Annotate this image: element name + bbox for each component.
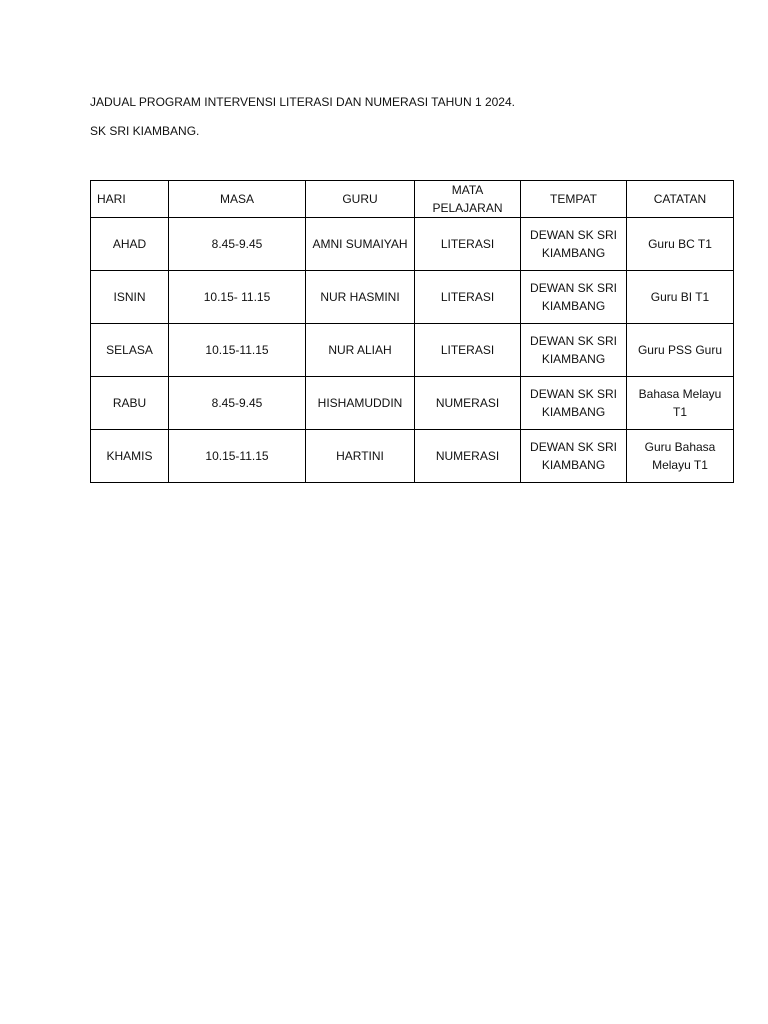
cell-guru: NUR HASMINI xyxy=(306,271,415,324)
cell-tempat: DEWAN SK SRI KIAMBANG xyxy=(521,430,627,483)
header-masa: MASA xyxy=(169,181,306,218)
table-row xyxy=(91,271,734,324)
cell-tempat: DEWAN SK SRI KIAMBANG xyxy=(521,271,627,324)
table-row xyxy=(91,377,734,430)
header-mata-pelajaran: MATA PELAJARAN xyxy=(415,181,521,218)
schedule-table xyxy=(90,180,734,483)
cell-hari: AHAD xyxy=(91,218,169,271)
cell-masa: 10.15-11.15 xyxy=(169,430,306,483)
cell-mata-pelajaran: LITERASI xyxy=(415,271,521,324)
header-row xyxy=(91,181,734,218)
table-header xyxy=(91,181,734,218)
cell-mata-pelajaran: LITERASI xyxy=(415,218,521,271)
cell-tempat: DEWAN SK SRI KIAMBANG xyxy=(521,324,627,377)
table-row xyxy=(91,324,734,377)
cell-tempat: DEWAN SK SRI KIAMBANG xyxy=(521,218,627,271)
cell-masa: 10.15-11.15 xyxy=(169,324,306,377)
table-body xyxy=(91,218,734,483)
cell-guru: NUR ALIAH xyxy=(306,324,415,377)
cell-catatan: Bahasa Melayu T1 xyxy=(627,377,734,430)
header-hari: HARI xyxy=(91,181,169,218)
header-tempat: TEMPAT xyxy=(521,181,627,218)
school-name: SK SRI KIAMBANG. xyxy=(90,124,200,138)
cell-catatan: Guru PSS Guru xyxy=(627,324,734,377)
cell-masa: 8.45-9.45 xyxy=(169,377,306,430)
cell-hari: KHAMIS xyxy=(91,430,169,483)
cell-mata-pelajaran: NUMERASI xyxy=(415,377,521,430)
cell-guru: HISHAMUDDIN xyxy=(306,377,415,430)
cell-catatan: Guru Bahasa Melayu T1 xyxy=(627,430,734,483)
cell-hari: SELASA xyxy=(91,324,169,377)
header-catatan: CATATAN xyxy=(627,181,734,218)
cell-mata-pelajaran: LITERASI xyxy=(415,324,521,377)
cell-masa: 10.15- 11.15 xyxy=(169,271,306,324)
header-guru: GURU xyxy=(306,181,415,218)
cell-catatan: Guru BC T1 xyxy=(627,218,734,271)
table-row xyxy=(91,430,734,483)
table-row xyxy=(91,218,734,271)
document-title: JADUAL PROGRAM INTERVENSI LITERASI DAN NUMERASI TAHUN 1 2024. xyxy=(90,95,515,109)
cell-tempat: DEWAN SK SRI KIAMBANG xyxy=(521,377,627,430)
cell-hari: ISNIN xyxy=(91,271,169,324)
cell-mata-pelajaran: NUMERASI xyxy=(415,430,521,483)
cell-catatan: Guru BI T1 xyxy=(627,271,734,324)
cell-guru: AMNI SUMAIYAH xyxy=(306,218,415,271)
cell-guru: HARTINI xyxy=(306,430,415,483)
cell-hari: RABU xyxy=(91,377,169,430)
cell-masa: 8.45-9.45 xyxy=(169,218,306,271)
